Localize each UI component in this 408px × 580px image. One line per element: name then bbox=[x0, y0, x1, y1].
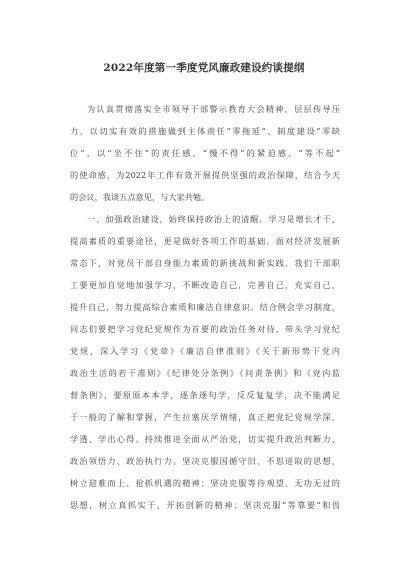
paragraph-2-line-3: 常态下，对党员干部自身能力素质的新挑战和新实践，我们干部职 bbox=[70, 258, 340, 268]
paragraph-2-line-4: 工要更加自觉地加强学习，不断改造自己，完善自己，充实自己， bbox=[70, 280, 340, 290]
paragraph-2-line-9: 督条例》，要原原本本学，逐条逐句学，反反复复学，决不能满足 bbox=[70, 390, 340, 400]
paragraph-2-line-6: 同志们要把学习党纪党规作为首要的政治任务对待，带头学习党纪 bbox=[70, 324, 340, 334]
paragraph-1-line-4: 的使命感，为2022年工作有效开展提供坚强的政治保障，结合今天 bbox=[70, 170, 340, 180]
paragraph-2-line-14: 思想，树立真抓实干、开拓创新的精神；坚决克服“等靠要”和畏 bbox=[70, 500, 340, 510]
paragraph-2-line-5: 提升自己，努力提高综合素质和廉洁自律意识。结合例会学习制度， bbox=[70, 302, 340, 312]
paragraph-2-line-11: 学透、学出心得。持续推进全面从严治党，切实提升政治判断力、 bbox=[70, 434, 340, 444]
paragraph-1-line-1: 为认真贯彻落实全市领导干部警示教育大会精神，层层传导压 bbox=[87, 104, 340, 114]
paragraph-1-line-3: 位”，以“坐不住”的责任感、“慢不得”的紧迫感、“等不起” bbox=[70, 148, 340, 158]
paragraph-2-line-8: 政治生活的若干准则》《纪律处分条例》《问责条例》和《党内监 bbox=[70, 368, 340, 378]
paragraph-2-line-12: 政治领悟力、政治执行力。坚决克服因循守旧、不思进取的思想， bbox=[70, 456, 340, 466]
paragraph-1-line-5: 的会议，我谈五点意见，与大家共勉。 bbox=[70, 192, 210, 202]
document-title: 2022年度第一季度党风廉政建设约谈提纲 bbox=[103, 62, 305, 74]
paragraph-2-line-10: 于一般的了解和掌握，产生拉塞厌学情绪，真正把党纪党规学深、 bbox=[70, 412, 340, 422]
paragraph-2-line-1: 一、加强政治建设，始终保持政治上的清醒。学习是增长才干、 bbox=[87, 214, 340, 224]
paragraph-1-line-2: 力，以切实有效的措施做到主体责任“零拖延”、制度建设“零缺 bbox=[70, 126, 340, 136]
paragraph-2-line-7: 党规，深入学习《党章》《廉洁自律准则》《关于新形势下党内 bbox=[70, 346, 340, 356]
document-body bbox=[70, 98, 340, 516]
paragraph-2-line-2: 提高素质的重要途径，更是做好各项工作的基础。面对经济发展新 bbox=[70, 236, 340, 246]
paragraph-2-line-13: 树立迎难而上、抢抓机遇的精神；坚决克服等待观望、无功无过的 bbox=[70, 478, 340, 488]
